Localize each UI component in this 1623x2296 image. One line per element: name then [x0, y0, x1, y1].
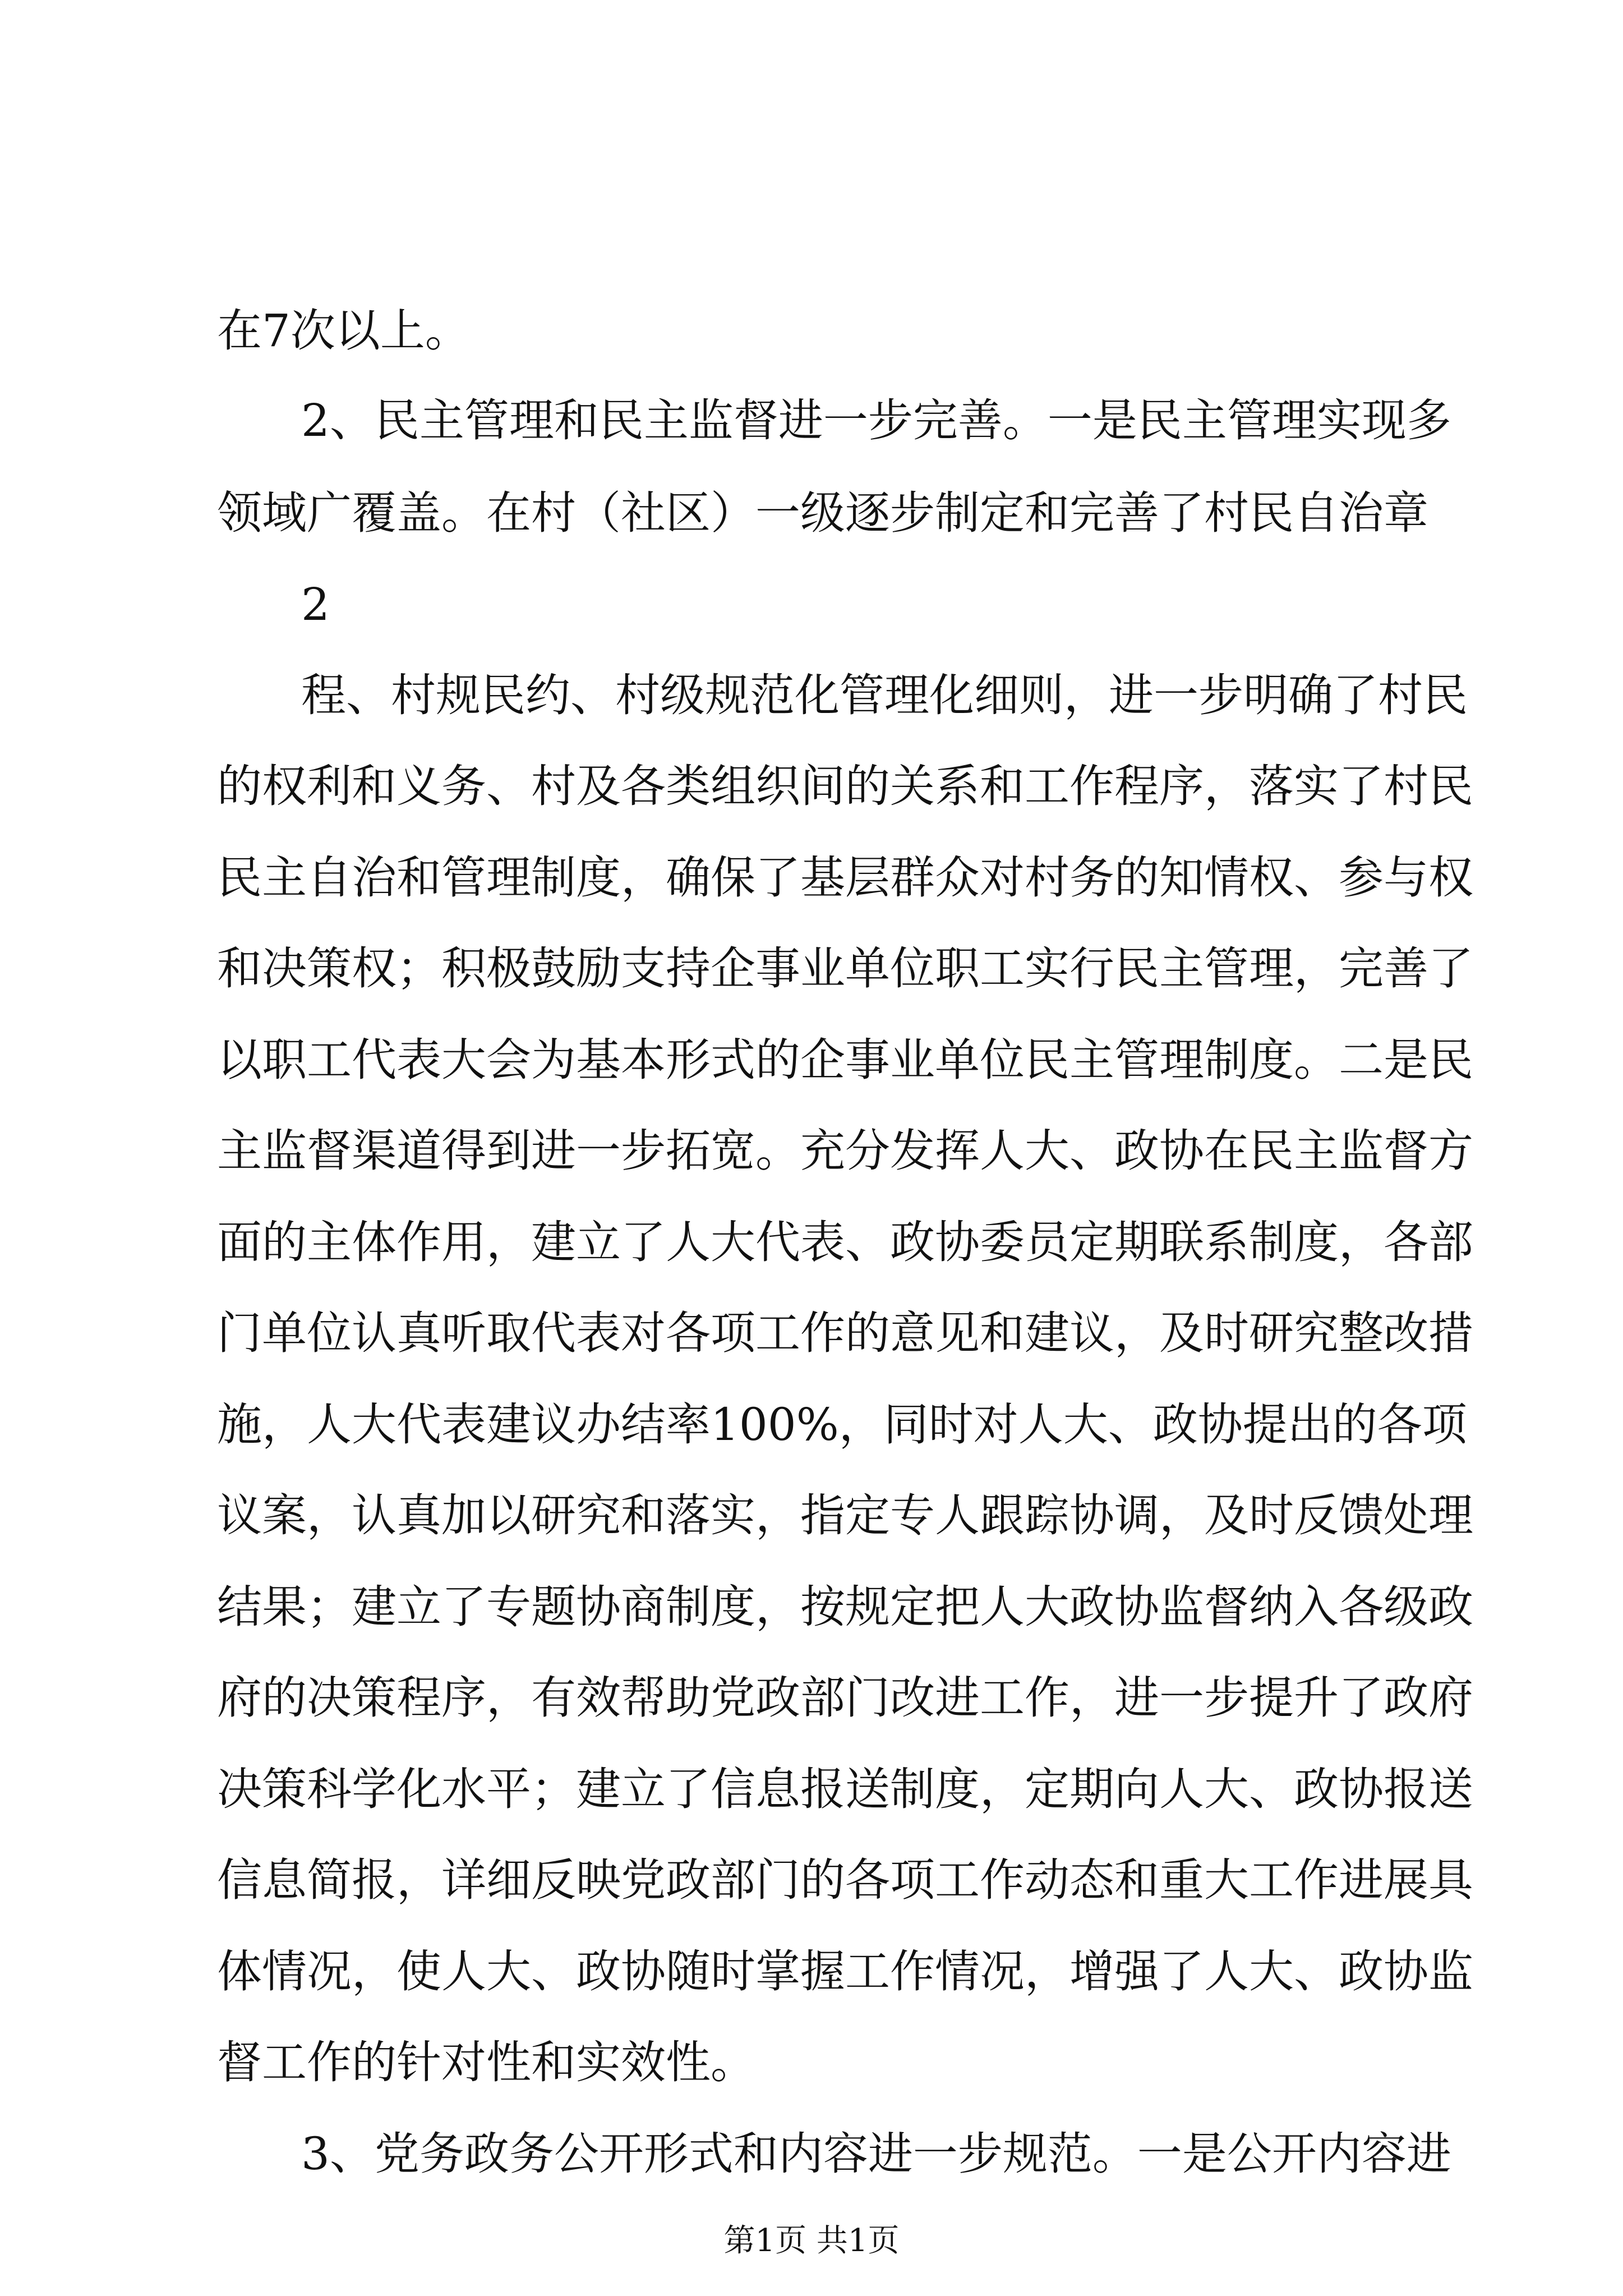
- text-line: 民主自治和管理制度，确保了基层群众对村务的知情权、参与权: [217, 852, 1473, 904]
- text-line: 2、民主管理和民主监督进一步完善。一是民主管理实现多: [301, 394, 1451, 447]
- text-line: 面的主体作用，建立了人大代表、政协委员定期联系制度，各部: [217, 1216, 1473, 1268]
- text-line: 3、党务政务公开形式和内容进一步规范。一是公开内容进: [301, 2128, 1451, 2180]
- text-line: 督工作的针对性和实效性。: [217, 2036, 755, 2088]
- text-line: 以职工代表大会为基本形式的企事业单位民主管理制度。二是民: [217, 1034, 1473, 1086]
- text-line: 信息简报，详细反映党政部门的各项工作动态和重大工作进展具: [217, 1854, 1473, 1906]
- page-number-inline: 2: [301, 578, 330, 631]
- page-footer: 第1页 共1页: [723, 2223, 900, 2259]
- text-line: 在7次以上。: [217, 305, 470, 357]
- text-line: 领域广覆盖。在村（社区）一级逐步制定和完善了村民自治章: [217, 487, 1428, 539]
- text-line: 议案，认真加以研究和落实，指定专人跟踪协调，及时反馈处理: [217, 1489, 1473, 1542]
- text-line: 结果；建立了专题协商制度，按规定把人大政协监督纳入各级政: [217, 1581, 1473, 1633]
- text-line: 程、村规民约、村级规范化管理化细则，进一步明确了村民: [301, 669, 1468, 721]
- text-line: 和决策权；积极鼓励支持企事业单位职工实行民主管理，完善了: [217, 942, 1473, 995]
- text-line: 决策科学化水平；建立了信息报送制度，定期向人大、政协报送: [217, 1763, 1473, 1815]
- text-line: 体情况，使人大、政协随时掌握工作情况，增强了人大、政协监: [217, 1945, 1473, 1998]
- text-line: 的权利和义务、村及各类组织间的关系和工作程序，落实了村民: [217, 760, 1473, 812]
- text-line: 主监督渠道得到进一步拓宽。充分发挥人大、政协在民主监督方: [217, 1125, 1473, 1177]
- text-line: 府的决策程序，有效帮助党政部门改进工作，进一步提升了政府: [217, 1672, 1473, 1724]
- text-line: 门单位认真听取代表对各项工作的意见和建议，及时研究整改措: [217, 1307, 1473, 1359]
- text-line: 施，人大代表建议办结率100%，同时对人大、政协提出的各项: [217, 1398, 1467, 1451]
